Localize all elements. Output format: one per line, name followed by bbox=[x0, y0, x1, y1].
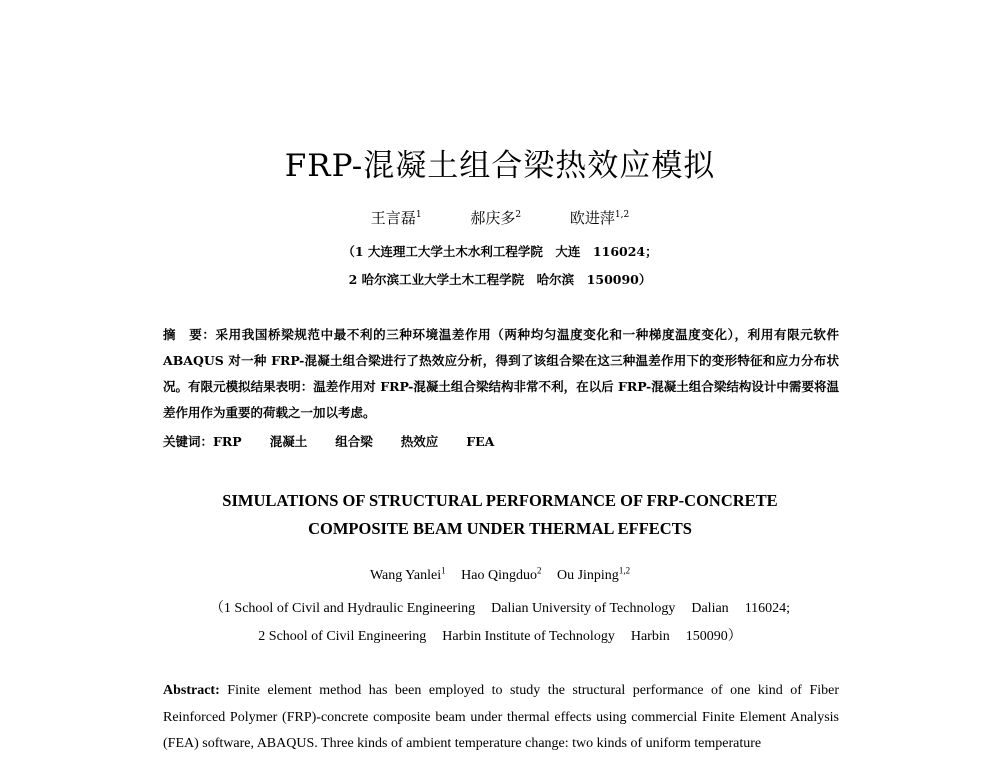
author-en-2 bbox=[461, 565, 542, 583]
author-en-1 bbox=[369, 565, 446, 583]
affiliation-en-university-1: Dalian University of Technology bbox=[491, 601, 676, 616]
abstract-cn-text: 采用我国桥梁规范中最不利的三种环境温差作用（两种均匀温度变化和一种梯度温度变化），利用有限元软件 ABAQUS 对一种 FRP-混凝土组合梁进行了热效应分析，得到了该组合梁在这三种温差作用下的变形特征和应力分布状况。有限元模拟结果表明：温差作用对 FRP-混凝土组合梁结构非常不利，在以后 FRP-混凝土组合梁结构设计中需要将温差作用作为重要的荷载之一加以考虑。 bbox=[163, 327, 839, 420]
affiliation-en-line1 bbox=[0, 597, 1000, 617]
author-cn-3-sup: 1,2 bbox=[614, 210, 630, 220]
paper-title-en bbox=[0, 487, 1000, 543]
author-en-3-name: Ou Jinping bbox=[556, 568, 619, 583]
keyword-cn: 组合梁 bbox=[335, 434, 373, 449]
affiliation-en-university-2: Harbin Institute of Technology bbox=[442, 629, 615, 644]
abstract-cn-label: 摘 要： bbox=[163, 327, 216, 342]
abstract-en bbox=[163, 678, 839, 758]
author-cn-2-name: 郝庆多 bbox=[470, 209, 516, 227]
author-cn-2-sup: 2 bbox=[515, 210, 522, 220]
keywords-cn bbox=[163, 432, 839, 450]
affiliation-en-city-2: Harbin bbox=[630, 629, 670, 644]
author-en-3 bbox=[556, 565, 631, 583]
paper-title-en-line1: SIMULATIONS OF STRUCTURAL PERFORMANCE OF FRP-CONCRETE bbox=[222, 491, 778, 510]
abstract-en-text: Finite element method has been employed to study the structural performance of one kind of Fiber Reinforced Polymer (FRP)-concrete composite beam under thermal effects using commercial Finite Element Analysis (FEA) software, ABAQUS. Three kinds of ambient temperature change: two kinds of uniform temperature bbox=[163, 683, 840, 751]
keywords-cn-label: 关键词： bbox=[163, 434, 214, 449]
author-en-3-sup: 1,2 bbox=[618, 565, 631, 576]
author-en-2-sup: 2 bbox=[536, 565, 542, 576]
abstract-en-label: Abstract: bbox=[163, 683, 220, 698]
author-cn-2 bbox=[470, 209, 521, 227]
paper-title-en-line2: COMPOSITE BEAM UNDER THERMAL EFFECTS bbox=[308, 519, 692, 538]
affiliation-en-school-1: （1 School of Civil and Hydraulic Engineering bbox=[209, 601, 476, 616]
author-cn-1-name: 王言磊 bbox=[370, 209, 416, 227]
affiliation-cn-line1: （1 大连理工大学土木水利工程学院 大连 116024； bbox=[342, 244, 658, 259]
affiliation-en-line2 bbox=[0, 625, 1000, 645]
keyword-cn: 热效应 bbox=[400, 434, 439, 449]
affiliation-en-school-2: 2 School of Civil Engineering bbox=[258, 629, 427, 644]
author-cn-1 bbox=[371, 209, 422, 227]
paper-title-cn: FRP-混凝土组合梁热效应模拟 bbox=[284, 148, 716, 184]
abstract-cn bbox=[163, 322, 839, 426]
author-en-2-name: Hao Qingduo bbox=[461, 568, 537, 583]
author-cn-1-sup: 1 bbox=[415, 210, 422, 220]
author-cn-3-name: 欧进萍 bbox=[569, 209, 615, 227]
author-en-1-name: Wang Yanlei bbox=[369, 568, 442, 583]
keyword-cn: 混凝土 bbox=[269, 434, 308, 449]
authors-en bbox=[0, 565, 1000, 584]
affiliation-en-zip-2: 150090） bbox=[685, 629, 742, 644]
authors-cn bbox=[0, 207, 1000, 228]
affiliation-cn-line2: 2 哈尔滨工业大学土木工程学院 哈尔滨 150090） bbox=[348, 272, 652, 287]
keyword-cn: FEA bbox=[466, 434, 495, 449]
keyword-cn: FRP bbox=[213, 434, 242, 449]
author-en-1-sup: 1 bbox=[441, 565, 446, 576]
affiliation-en-zip-1: 116024; bbox=[744, 601, 791, 616]
author-cn-3 bbox=[570, 209, 629, 227]
affiliation-en-city-1: Dalian bbox=[691, 601, 729, 616]
